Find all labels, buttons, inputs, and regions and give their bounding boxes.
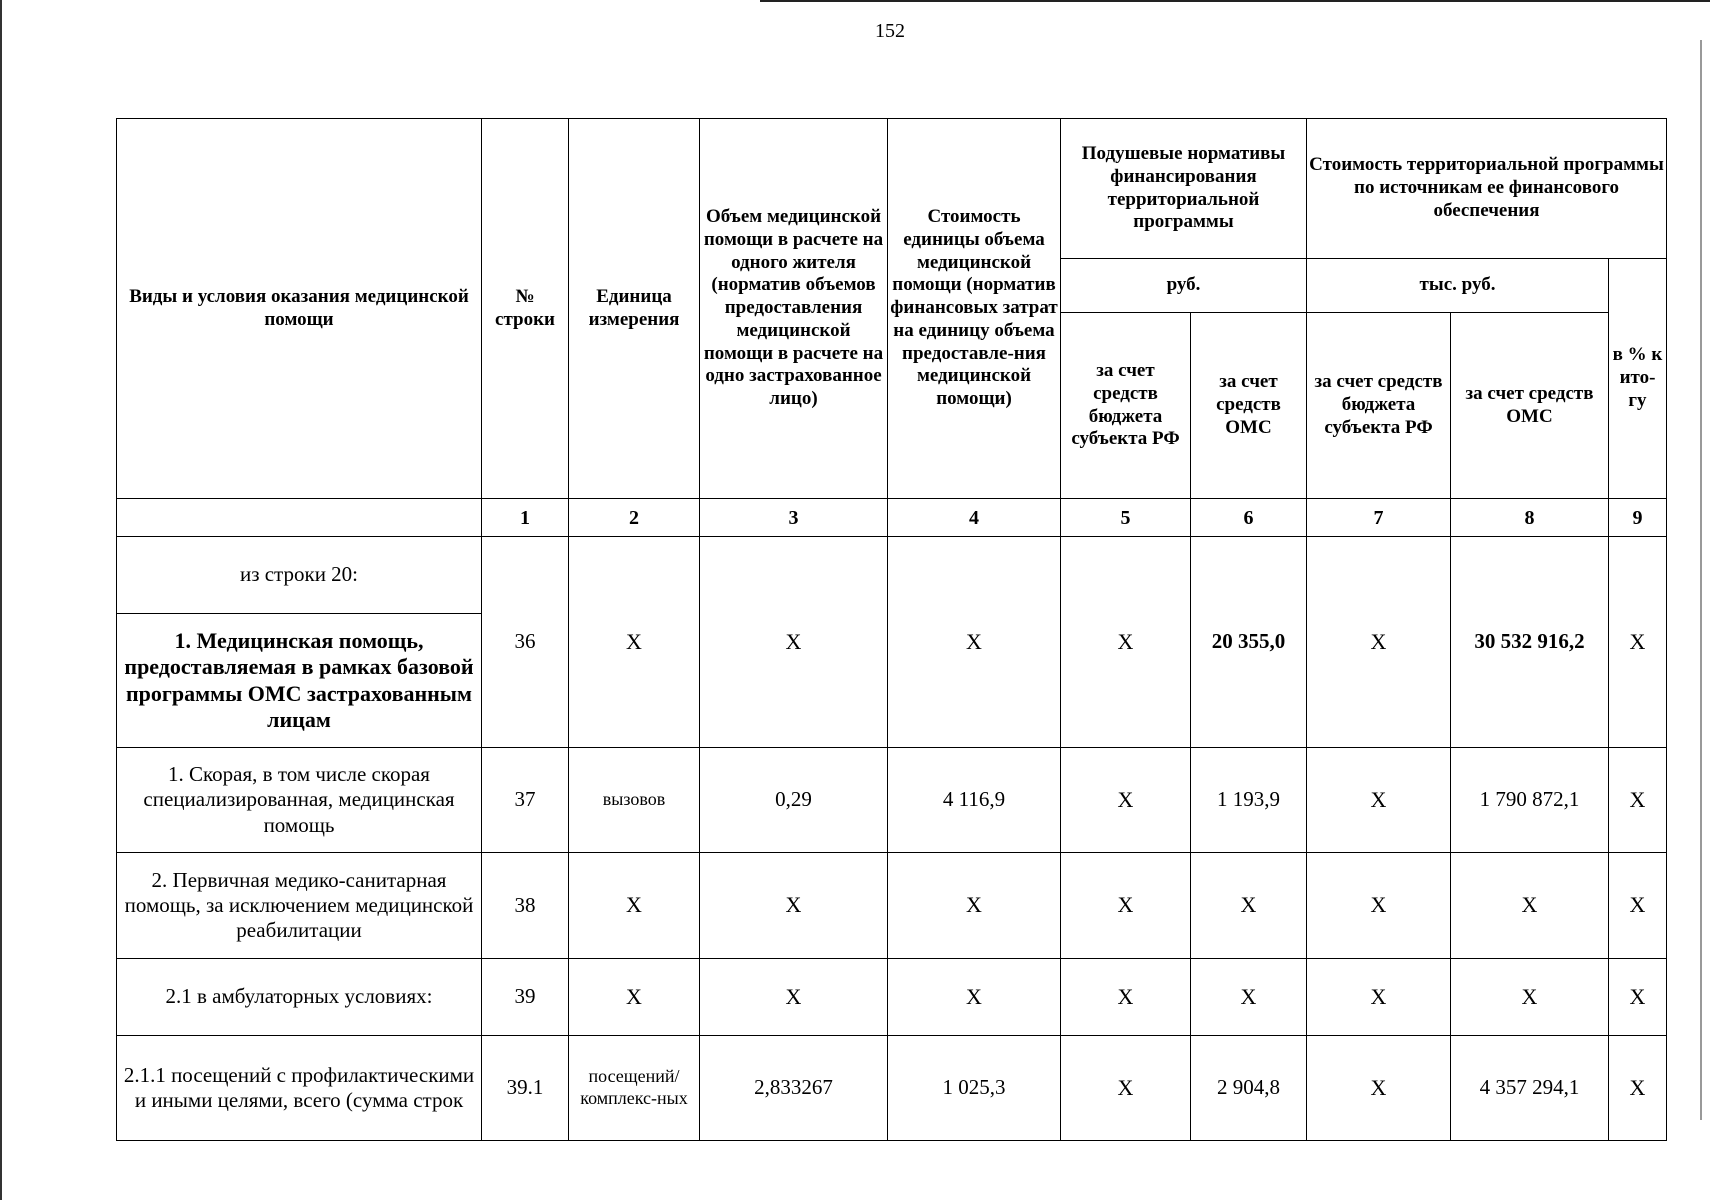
cell-col5: Х — [1061, 959, 1191, 1036]
column-number: 2 — [569, 499, 700, 537]
cell-col5: Х — [1061, 1036, 1191, 1141]
cell-col6: Х — [1191, 853, 1307, 959]
header-percent: в % к ито-гу — [1609, 259, 1667, 499]
header-volume: Объем медицинской помощи в расчете на одного жителя (норматив объемов предоставления медицинской помощи в расчете на одно застрахованное лицо) — [700, 119, 888, 499]
header-row-no: № строки — [482, 119, 569, 499]
cell-unit: Х — [569, 959, 700, 1036]
row-number: 36 — [482, 537, 569, 748]
scan-edge-top — [760, 0, 1710, 2]
cell-col7: Х — [1307, 853, 1451, 959]
row-number: 39 — [482, 959, 569, 1036]
column-number-blank — [117, 499, 482, 537]
cell-unit: Х — [569, 537, 700, 748]
row-number: 39.1 — [482, 1036, 569, 1141]
table-row-38 — [117, 853, 1667, 959]
column-number: 5 — [1061, 499, 1191, 537]
header-cost-total: Стоимость территориальной программы по источникам ее финансового обеспечения — [1307, 119, 1667, 259]
row-label-from-20: из строки 20: — [117, 537, 482, 614]
cell-col4: Х — [888, 959, 1061, 1036]
cell-col6: 2 904,8 — [1191, 1036, 1307, 1141]
cell-col7: Х — [1307, 959, 1451, 1036]
cell-col8: 1 790 872,1 — [1451, 748, 1609, 853]
cell-col8: Х — [1451, 853, 1609, 959]
row-label-36: 1. Медицинская помощь, предоставляемая в рамках базовой программы ОМС застрахованным лицам — [117, 614, 482, 748]
cell-col6: 20 355,0 — [1191, 537, 1307, 748]
cell-col3: 2,833267 — [700, 1036, 888, 1141]
cell-col4: Х — [888, 537, 1061, 748]
cell-col3: Х — [700, 537, 888, 748]
cell-col3: Х — [700, 959, 888, 1036]
row-label-39: 2.1 в амбулаторных условиях: — [117, 959, 482, 1036]
header-unit-thousand-rub: тыс. руб. — [1307, 259, 1609, 313]
header-type: Виды и условия оказания медицинской помощи — [117, 119, 482, 499]
cell-unit: Х — [569, 853, 700, 959]
column-number: 7 — [1307, 499, 1451, 537]
cell-col4: Х — [888, 853, 1061, 959]
cell-col8: Х — [1451, 959, 1609, 1036]
row-label-39-1: 2.1.1 посещений с профилактическими и иными целями, всего (сумма строк — [117, 1036, 482, 1141]
row-number: 38 — [482, 853, 569, 959]
row-label-38: 2. Первичная медико-санитарная помощь, за исключением медицинской реабилитации — [117, 853, 482, 959]
header-oms-6: за счет средств ОМС — [1191, 313, 1307, 499]
column-number: 4 — [888, 499, 1061, 537]
cell-col7: Х — [1307, 748, 1451, 853]
header-unit-rub: руб. — [1061, 259, 1307, 313]
financing-table — [116, 118, 1667, 1141]
table-row-39-1 — [117, 1036, 1667, 1141]
header-cost: Стоимость единицы объема медицинской помощи (норматив финансовых затрат на единицу объема предоставле-ния медицинской помощи) — [888, 119, 1061, 499]
scan-edge-right — [1700, 40, 1702, 1120]
row-number: 37 — [482, 748, 569, 853]
header-per-capita: Подушевые нормативы финансирования территориальной программы — [1061, 119, 1307, 259]
cell-col7: Х — [1307, 1036, 1451, 1141]
column-number: 8 — [1451, 499, 1609, 537]
page-number: 152 — [875, 20, 905, 42]
header-row-1 — [117, 119, 1667, 259]
cell-col9: Х — [1609, 537, 1667, 748]
cell-col5: Х — [1061, 853, 1191, 959]
cell-col6: Х — [1191, 959, 1307, 1036]
cell-col8: 30 532 916,2 — [1451, 537, 1609, 748]
cell-unit: вызовов — [569, 748, 700, 853]
cell-col5: Х — [1061, 748, 1191, 853]
cell-col9: Х — [1609, 748, 1667, 853]
column-numbers-row — [117, 499, 1667, 537]
column-number: 3 — [700, 499, 888, 537]
cell-col3: 0,29 — [700, 748, 888, 853]
header-oms-8: за счет средств ОМС — [1451, 313, 1609, 499]
table-row-39 — [117, 959, 1667, 1036]
scan-edge-left — [0, 0, 2, 1200]
table-row-37 — [117, 748, 1667, 853]
table-row-from-20 — [117, 537, 1667, 614]
cell-col6: 1 193,9 — [1191, 748, 1307, 853]
header-unit: Единица измерения — [569, 119, 700, 499]
cell-col9: Х — [1609, 959, 1667, 1036]
cell-unit: посещений/ комплекс-ных — [569, 1036, 700, 1141]
column-number: 6 — [1191, 499, 1307, 537]
header-budget-7: за счет средств бюджета субъекта РФ — [1307, 313, 1451, 499]
cell-col3: Х — [700, 853, 888, 959]
cell-col9: Х — [1609, 1036, 1667, 1141]
column-number: 9 — [1609, 499, 1667, 537]
row-label-37: 1. Скорая, в том числе скорая специализированная, медицинская помощь — [117, 748, 482, 853]
header-budget-5: за счет средств бюджета субъекта РФ — [1061, 313, 1191, 499]
cell-col8: 4 357 294,1 — [1451, 1036, 1609, 1141]
cell-col5: Х — [1061, 537, 1191, 748]
cell-col7: Х — [1307, 537, 1451, 748]
cell-col9: Х — [1609, 853, 1667, 959]
column-number: 1 — [482, 499, 569, 537]
cell-col4: 1 025,3 — [888, 1036, 1061, 1141]
cell-col4: 4 116,9 — [888, 748, 1061, 853]
